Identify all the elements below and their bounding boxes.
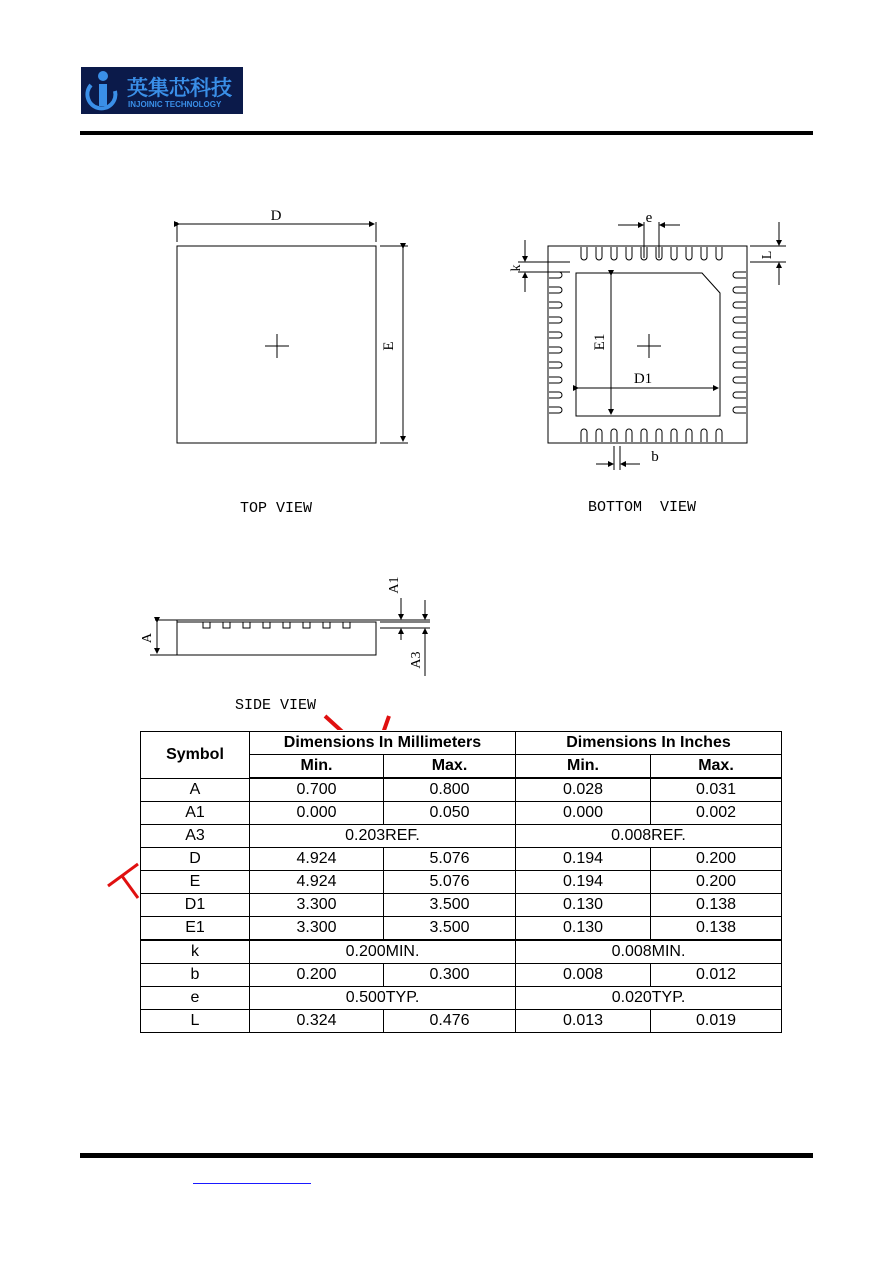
in-max-cell: 0.002: [651, 802, 782, 825]
table-row: [141, 940, 782, 964]
table-row: [141, 1010, 782, 1033]
logo-text-en: INJOINIC TECHNOLOGY: [128, 100, 222, 109]
in-span-cell: 0.020TYP.: [516, 987, 782, 1010]
in-min-header: Min.: [516, 755, 651, 779]
in-min-cell: 0.013: [516, 1010, 651, 1033]
mm-min-cell: 0.324: [250, 1010, 384, 1033]
in-min-cell: 0.194: [516, 871, 651, 894]
symbol-cell: D1: [141, 894, 250, 917]
logo-text-cn: 英集芯科技: [127, 76, 232, 100]
table-row: [141, 871, 782, 894]
dimensions-table: [140, 731, 782, 1033]
symbol-cell: D: [141, 848, 250, 871]
mm-header: Dimensions In Millimeters: [250, 732, 516, 755]
in-span-cell: 0.008REF.: [516, 825, 782, 848]
bottom-view: [518, 222, 786, 470]
table-row: [141, 802, 782, 825]
in-max-cell: 0.031: [651, 778, 782, 802]
mm-max-cell: 5.076: [384, 848, 516, 871]
top-view: [177, 222, 408, 443]
dim-label-e1: E1: [592, 333, 608, 351]
symbol-cell: E: [141, 871, 250, 894]
table-row: [141, 987, 782, 1010]
in-min-cell: 0.194: [516, 848, 651, 871]
mm-max-cell: 0.050: [384, 802, 516, 825]
in-max-cell: 0.019: [651, 1010, 782, 1033]
dim-label-a3: A3: [409, 651, 424, 669]
mm-min-cell: 3.300: [250, 894, 384, 917]
symbol-cell: e: [141, 987, 250, 1010]
side-view: [150, 598, 430, 676]
in-max-cell: 0.138: [651, 894, 782, 917]
mm-min-cell: 0.700: [250, 778, 384, 802]
in-max-cell: 0.200: [651, 871, 782, 894]
mm-min-header: Min.: [250, 755, 384, 779]
in-max-cell: 0.200: [651, 848, 782, 871]
footer-rule: [80, 1153, 813, 1158]
table-row: [141, 894, 782, 917]
dim-label-l: L: [760, 250, 775, 260]
in-min-cell: 0.130: [516, 917, 651, 941]
symbol-cell: b: [141, 964, 250, 987]
mm-span-cell: 0.203REF.: [250, 825, 516, 848]
in-min-cell: 0.008: [516, 964, 651, 987]
in-span-cell: 0.008MIN.: [516, 940, 782, 964]
dim-label-d1: D1: [633, 371, 653, 387]
symbol-cell: E1: [141, 917, 250, 941]
mm-max-cell: 0.476: [384, 1010, 516, 1033]
in-header: Dimensions In Inches: [516, 732, 782, 755]
symbol-cell: A3: [141, 825, 250, 848]
mm-max-cell: 3.500: [384, 917, 516, 941]
dim-label-a: A: [140, 632, 155, 644]
in-min-cell: 0.130: [516, 894, 651, 917]
dim-label-a1: A1: [387, 576, 402, 594]
mm-max-cell: 0.800: [384, 778, 516, 802]
mm-min-cell: 4.924: [250, 871, 384, 894]
dim-label-e: E: [381, 341, 397, 351]
table-row: [141, 848, 782, 871]
red-stamp-mark: [325, 716, 389, 730]
in-max-header: Max.: [651, 755, 782, 779]
mm-span-cell: 0.500TYP.: [250, 987, 516, 1010]
table-row: [141, 825, 782, 848]
bottom-view-label: BOTTOM VIEW: [588, 499, 697, 516]
mm-min-cell: 0.200: [250, 964, 384, 987]
mm-span-cell: 0.200MIN.: [250, 940, 516, 964]
mm-min-cell: 0.000: [250, 802, 384, 825]
in-max-cell: 0.138: [651, 917, 782, 941]
table-row: [141, 778, 782, 802]
in-min-cell: 0.000: [516, 802, 651, 825]
dim-label-d: D: [270, 208, 282, 224]
mm-max-cell: 5.076: [384, 871, 516, 894]
in-min-cell: 0.028: [516, 778, 651, 802]
mm-max-cell: 0.300: [384, 964, 516, 987]
mm-min-cell: 3.300: [250, 917, 384, 941]
dim-label-e-pitch: e: [645, 210, 653, 226]
symbol-cell: A1: [141, 802, 250, 825]
top-view-label: TOP VIEW: [240, 500, 313, 517]
side-view-label: SIDE VIEW: [235, 697, 317, 714]
mm-max-cell: 3.500: [384, 894, 516, 917]
symbol-header: Symbol: [141, 732, 250, 779]
dim-label-b: b: [651, 449, 659, 465]
symbol-cell: k: [141, 940, 250, 964]
mm-min-cell: 4.924: [250, 848, 384, 871]
symbol-cell: L: [141, 1010, 250, 1033]
dim-label-k: k: [509, 264, 524, 272]
in-max-cell: 0.012: [651, 964, 782, 987]
footer-link[interactable]: [193, 1183, 311, 1184]
red-stamp-fragment: [104, 860, 140, 900]
table-row: [141, 964, 782, 987]
table-row: [141, 917, 782, 941]
mm-max-header: Max.: [384, 755, 516, 779]
symbol-cell: A: [141, 778, 250, 802]
